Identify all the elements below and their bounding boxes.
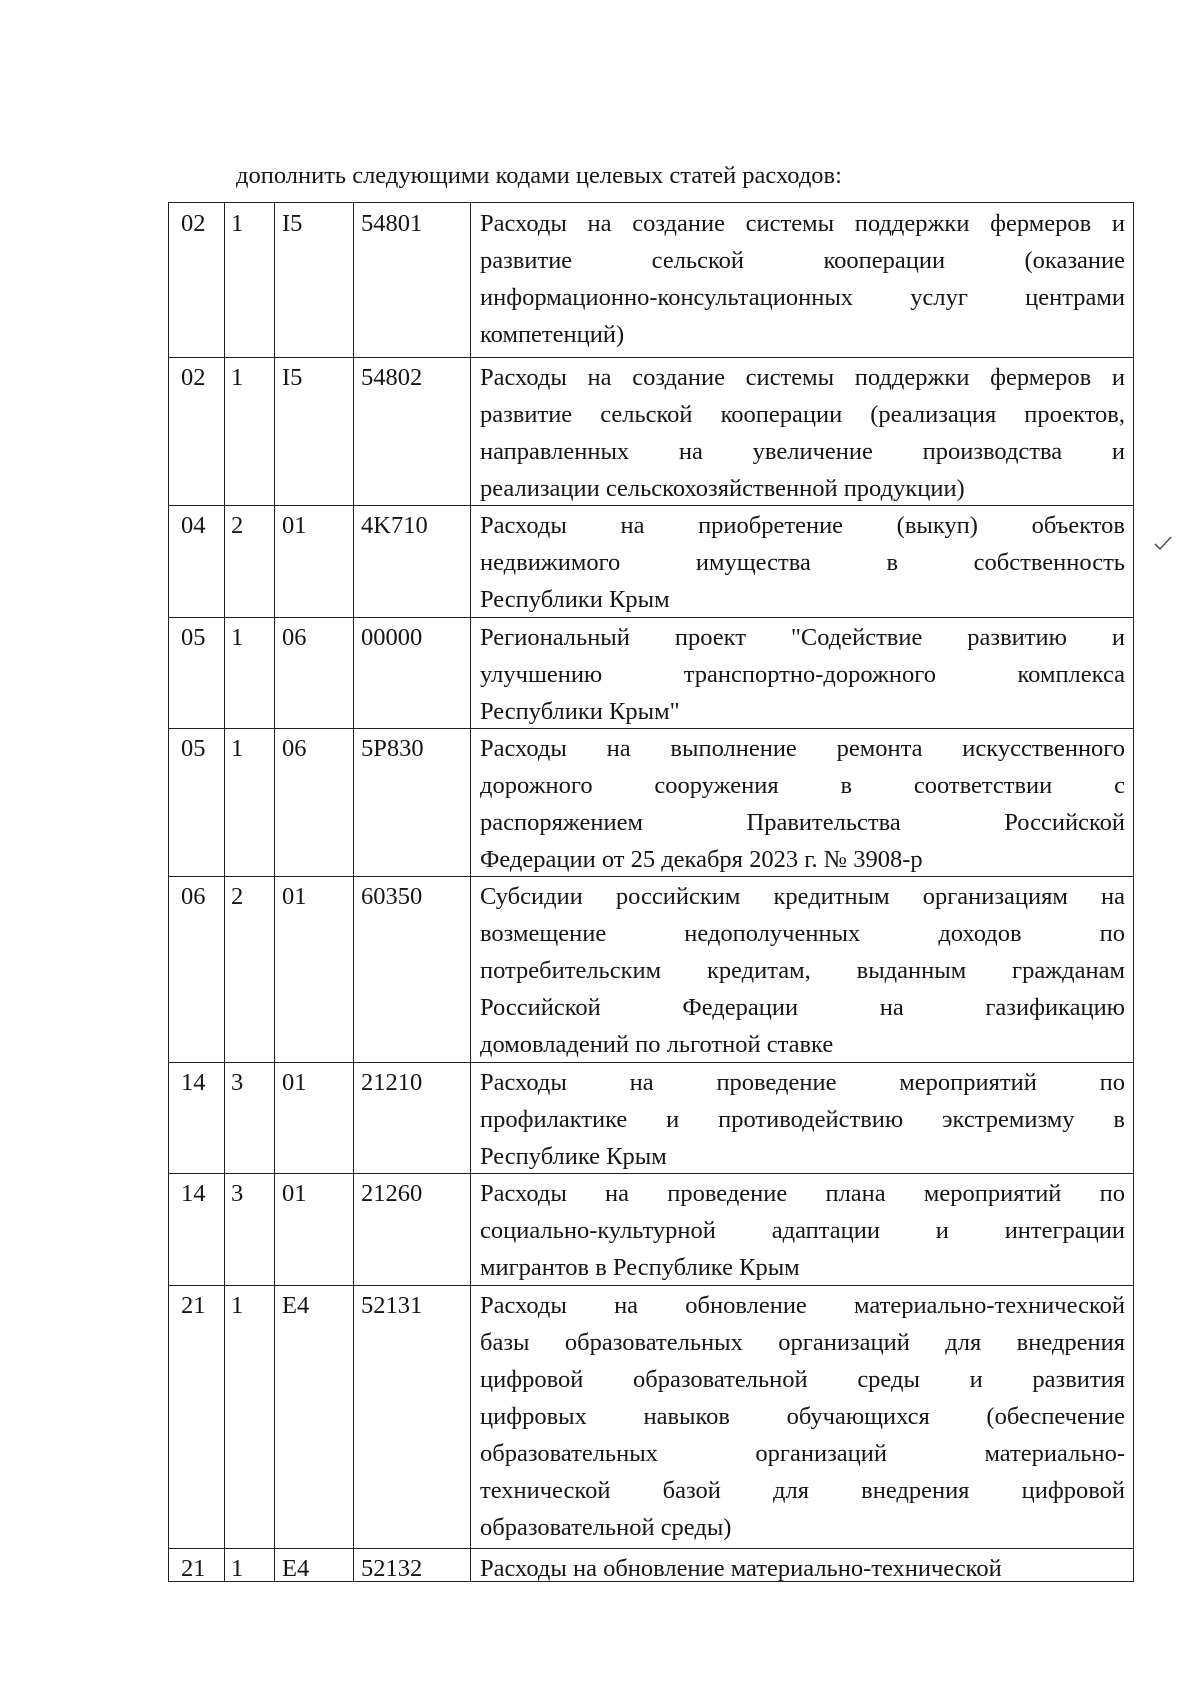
code-subsection-cell: 2	[231, 883, 244, 910]
description-cell: Расходы на приобретение (выкуп) объектов недвижимого имущества в собственность Республики Крым	[480, 512, 1125, 613]
code-direction-cell: 21260	[361, 1180, 423, 1207]
code-group-cell: E4	[282, 1555, 310, 1582]
code-subsection-cell: 1	[231, 624, 244, 651]
code-section-cell: 02	[181, 364, 206, 391]
code-direction-cell: 54801	[361, 210, 423, 237]
description-cell: Расходы на проведение плана мероприятий по социально-культурной адаптации и интеграции мигрантов в Республике Крым	[480, 1180, 1125, 1281]
description-cell: Региональный проект "Содействие развитию и улучшению транспортно-дорожного комплекса Республики Крым"	[480, 624, 1125, 725]
description-cell: Субсидии российским кредитным организациям на возмещение недополученных доходов по потребительским кредитам, выданным гражданам Российской Федерации на газификацию домовладений по льготной ставке	[480, 883, 1125, 1058]
code-group-cell: 01	[282, 1069, 307, 1096]
target-codes-table	[168, 202, 1134, 1582]
row-divider	[169, 1285, 1133, 1286]
code-direction-cell: 4K710	[361, 512, 428, 539]
code-direction-cell: 00000	[361, 624, 423, 651]
code-subsection-cell: 3	[231, 1180, 244, 1207]
intro-text: дополнить следующими кодами целевых статей расходов:	[236, 162, 842, 189]
code-direction-cell: 52131	[361, 1292, 423, 1319]
code-section-cell: 14	[181, 1069, 206, 1096]
description-cell: Расходы на создание системы поддержки фермеров и развитие сельской кооперации (реализация проектов, направленных на увеличение производства и реализации сельскохозяйственной продукции)	[480, 364, 1125, 502]
description-cell: Расходы на обновление материально-технической базы образовательных организаций для внедрения цифровой образовательной среды и развития цифровых навыков обучающихся (обеспечение образовательных организаций материально- технической базой для внедрения цифровой образовательной среды)	[480, 1292, 1125, 1541]
code-group-cell: 01	[282, 883, 307, 910]
code-section-cell: 06	[181, 883, 206, 910]
row-divider	[169, 505, 1133, 506]
column-divider	[353, 203, 354, 1581]
code-group-cell: 01	[282, 512, 307, 539]
code-section-cell: 05	[181, 735, 206, 762]
code-subsection-cell: 1	[231, 1555, 244, 1582]
code-subsection-cell: 1	[231, 735, 244, 762]
code-direction-cell: 21210	[361, 1069, 423, 1096]
description-cell: Расходы на выполнение ремонта искусственного дорожного сооружения в соответствии с распоряжением Правительства Российской Федерации от 25 декабря 2023 г. № 3908-р	[480, 735, 1125, 873]
check-mark-icon	[1154, 534, 1172, 552]
description-cell: Расходы на создание системы поддержки фермеров и развитие сельской кооперации (оказание информационно-консультационных услуг центрами компетенций)	[480, 210, 1125, 348]
column-divider	[470, 203, 471, 1581]
row-divider	[169, 1062, 1133, 1063]
code-group-cell: 06	[282, 735, 307, 762]
code-subsection-cell: 1	[231, 364, 244, 391]
column-divider	[274, 203, 275, 1581]
code-subsection-cell: 1	[231, 1292, 244, 1319]
code-direction-cell: 52132	[361, 1555, 423, 1582]
code-section-cell: 21	[181, 1292, 206, 1319]
code-section-cell: 14	[181, 1180, 206, 1207]
code-section-cell: 04	[181, 512, 206, 539]
row-divider	[169, 617, 1133, 618]
code-section-cell: 02	[181, 210, 206, 237]
description-cell: Расходы на проведение мероприятий по профилактике и противодействию экстремизму в Республике Крым	[480, 1069, 1125, 1170]
code-direction-cell: 5P830	[361, 735, 424, 762]
code-direction-cell: 60350	[361, 883, 423, 910]
code-direction-cell: 54802	[361, 364, 423, 391]
code-group-cell: 01	[282, 1180, 307, 1207]
row-divider	[169, 1173, 1133, 1174]
code-group-cell: 06	[282, 624, 307, 651]
code-group-cell: I5	[282, 210, 303, 237]
row-divider	[169, 728, 1133, 729]
code-section-cell: 21	[181, 1555, 206, 1582]
row-divider	[169, 876, 1133, 877]
code-group-cell: E4	[282, 1292, 310, 1319]
code-group-cell: I5	[282, 364, 303, 391]
column-divider	[224, 203, 225, 1581]
code-section-cell: 05	[181, 624, 206, 651]
code-subsection-cell: 1	[231, 210, 244, 237]
row-divider	[169, 1548, 1133, 1549]
row-divider	[169, 357, 1133, 358]
code-subsection-cell: 3	[231, 1069, 244, 1096]
code-subsection-cell: 2	[231, 512, 244, 539]
description-cell: Расходы на обновление материально-технической	[480, 1555, 1002, 1582]
